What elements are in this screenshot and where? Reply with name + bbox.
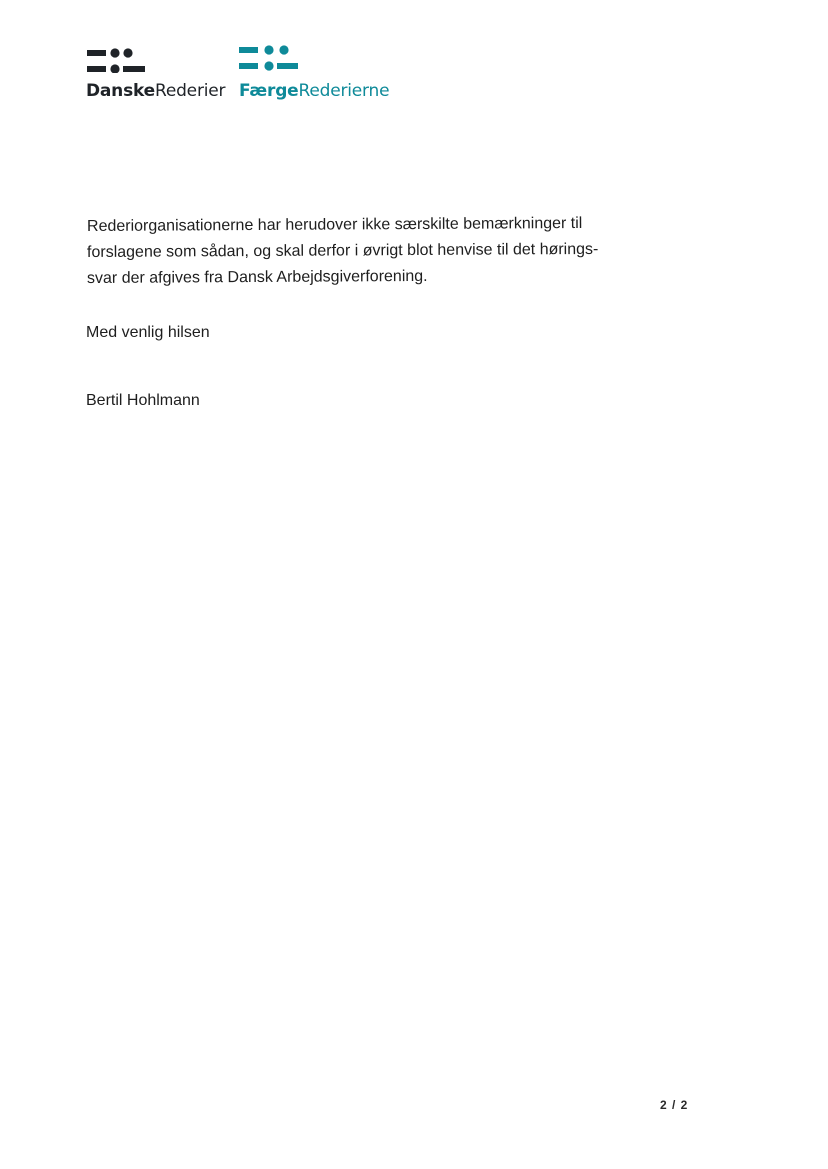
signature-name: Bertil Hohlmann — [86, 392, 200, 409]
page-number: 2 / 2 — [660, 1098, 689, 1112]
danske-rederier-logo — [86, 45, 226, 105]
danske-rederier-logo-mark-icon — [86, 45, 146, 73]
paragraph-line: svar der afgives fra Dansk Arbejdsgiverforening. — [86, 267, 428, 287]
paragraph-line: Rederiorganisationerne har herudover ikke særskilte bemærkninger til — [86, 214, 583, 235]
logo-right-name-bold: Færge — [239, 81, 299, 101]
logo-right-name-regular: Rederierne — [298, 81, 390, 101]
body-paragraph — [87, 214, 627, 292]
faerge-rederierne-logo-mark-icon — [238, 45, 298, 73]
danske-rederier-wordmark — [86, 81, 225, 101]
faerge-rederierne-wordmark — [239, 81, 389, 101]
closing-greeting: Med venlig hilsen — [86, 324, 210, 341]
logo-left-name-regular: Rederier — [154, 81, 226, 101]
faerge-rederierne-logo — [238, 45, 390, 105]
logo-left-name-bold: Danske — [86, 81, 155, 101]
paragraph-line: forslagene som sådan, og skal derfor i øvrigt blot henvise til det hørings- — [86, 240, 599, 261]
